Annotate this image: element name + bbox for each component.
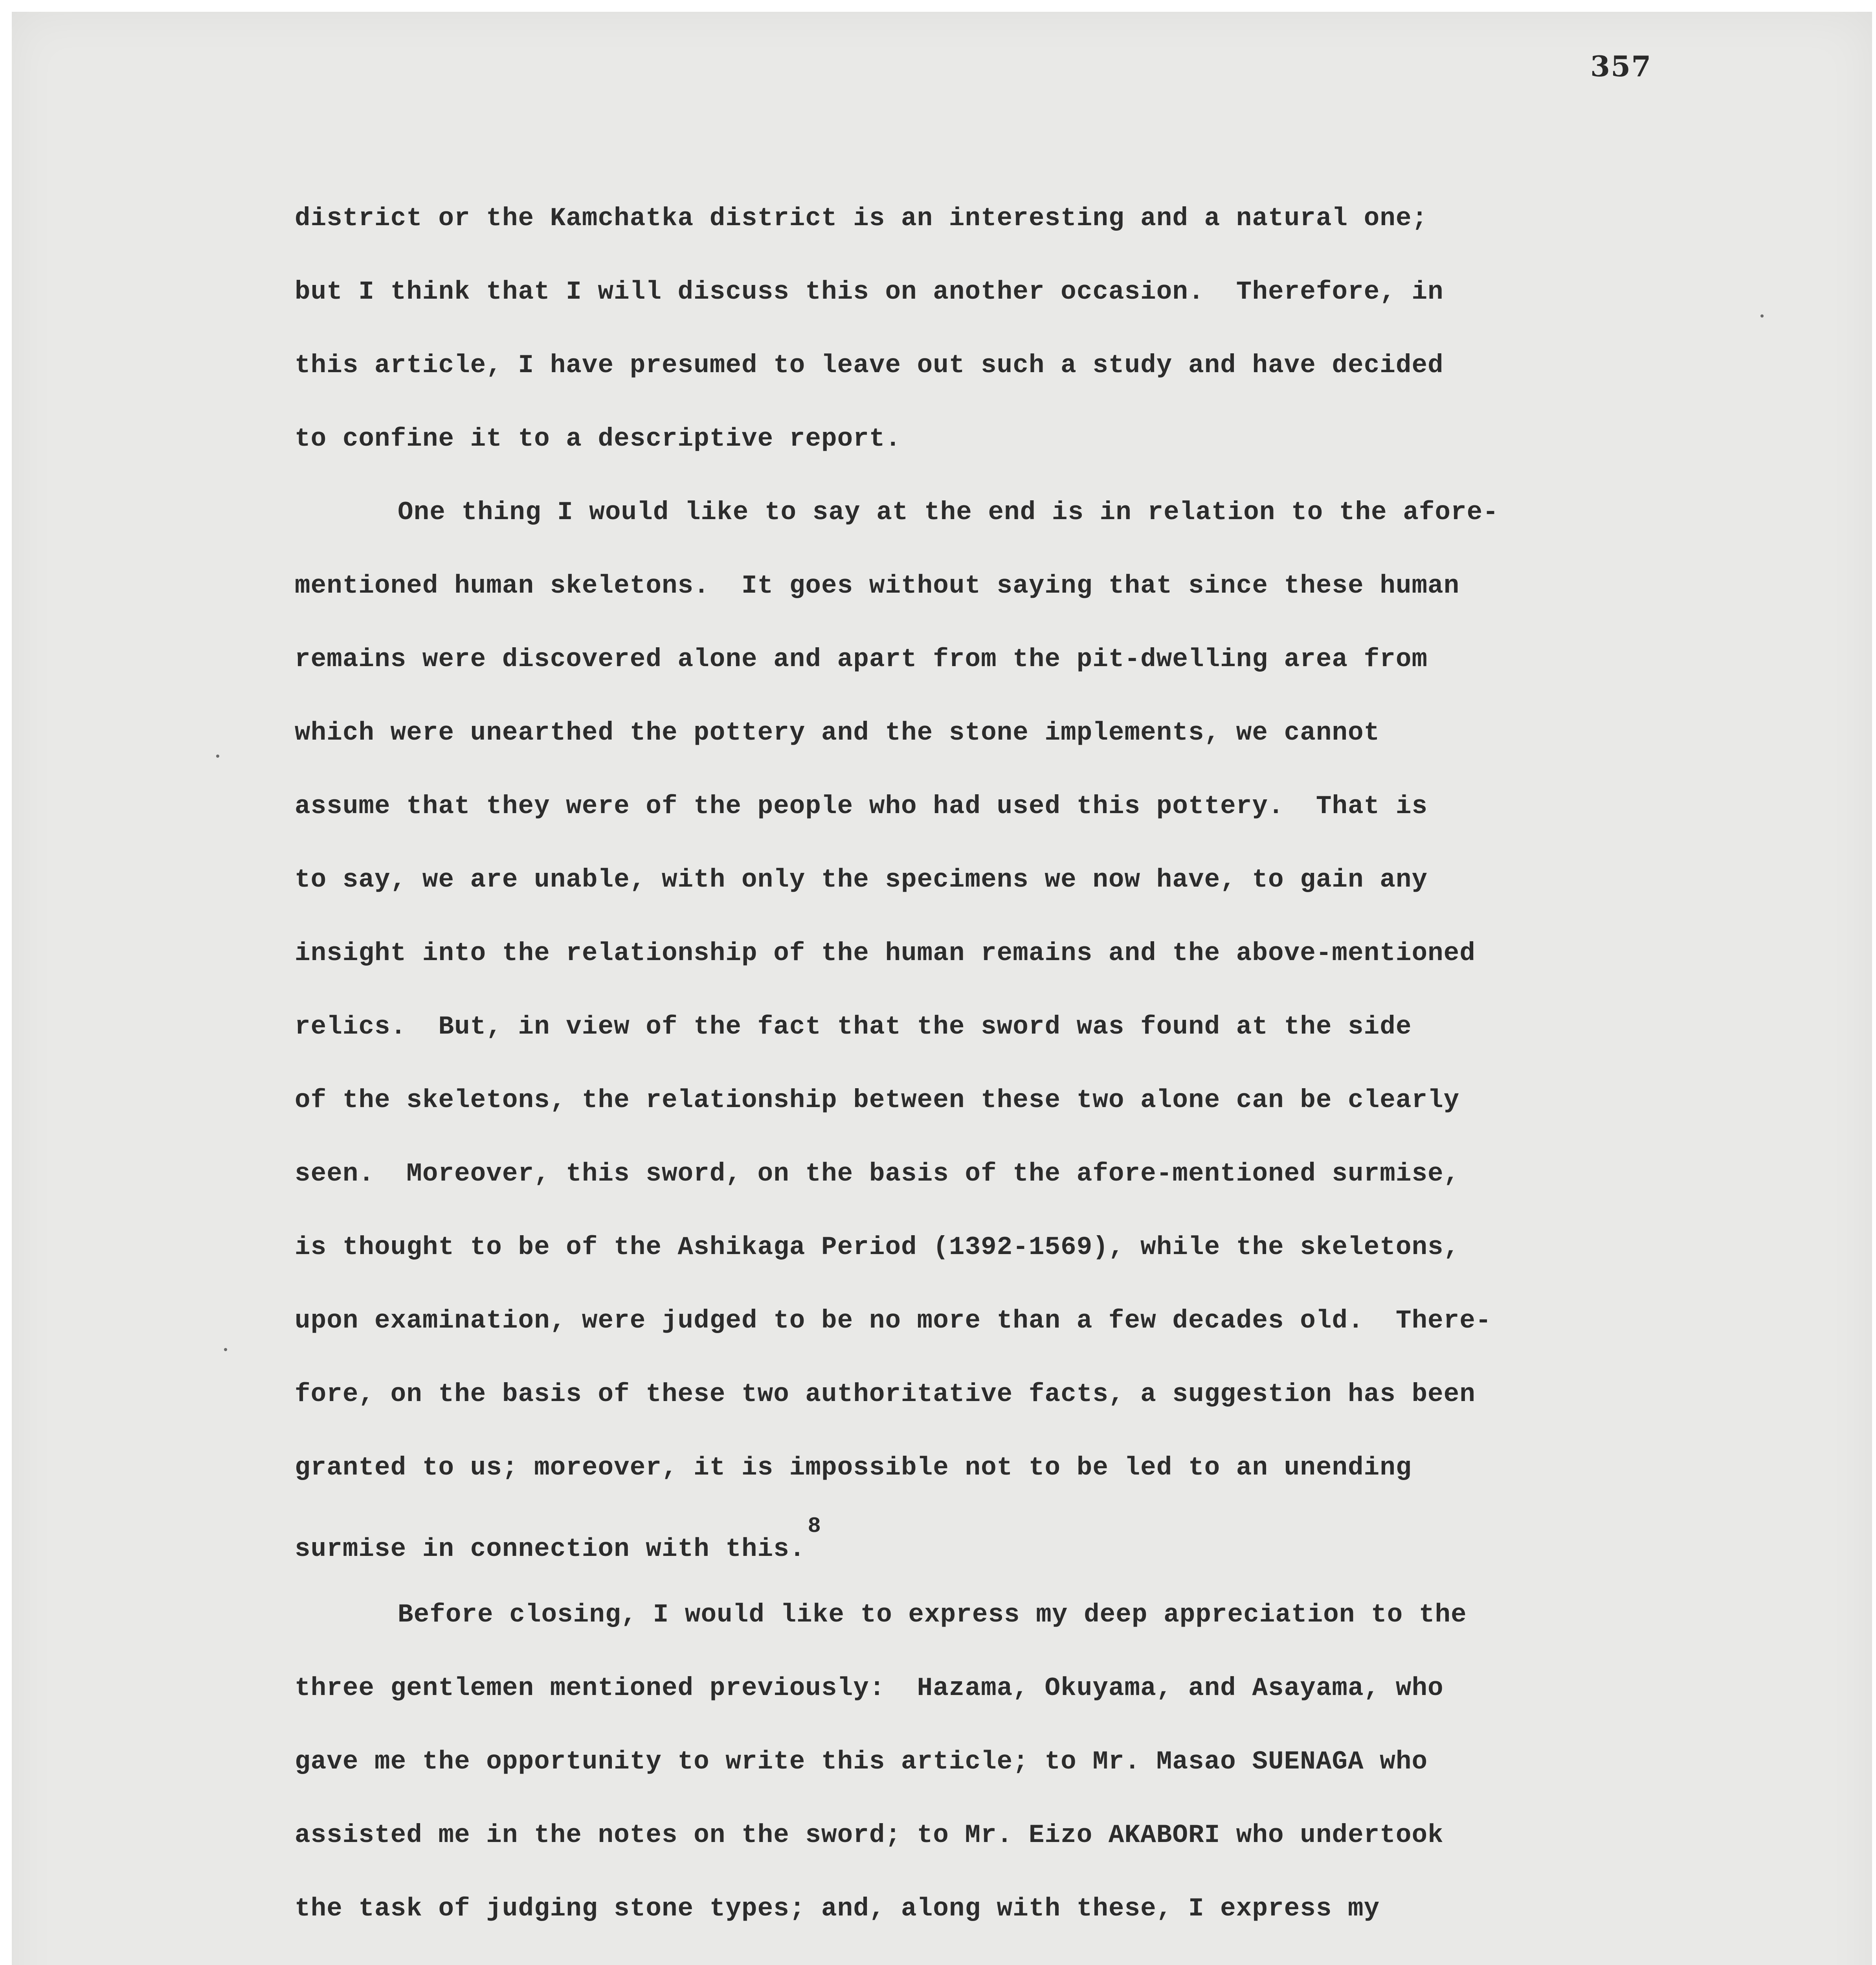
text-line: of the skeletons, the relationship between these two alone can be clearly [295,1085,1460,1115]
scan-speck [224,1348,227,1351]
text-line: remains were discovered alone and apart from the pit-dwelling area from [295,645,1428,674]
text-line: fore, on the basis of these two authoritative facts, a suggestion has been [295,1379,1476,1409]
text-line: assume that they were of the people who had used this pottery. That is [295,792,1428,821]
text-line: Before closing, I would like to express my deep appreciation to the [398,1600,1467,1629]
text-line: insight into the relationship of the human remains and the above-mentioned [295,938,1476,968]
scan-speck [216,755,219,758]
page-number: 357 [1590,50,1652,83]
text-line [295,1945,1709,1965]
text-line: district or the Kamchatka district is an interesting and a natural one; [295,204,1428,233]
text-line: mentioned human skeletons. It goes without saying that since these human [295,571,1460,601]
text-line: three gentlemen mentioned previously: Hazama, Okuyama, and Asayama, who [295,1673,1444,1703]
text-line: which were unearthed the pottery and the stone implements, we cannot [295,718,1380,747]
text-line: relics. But, in view of the fact that the sword was found at the side [295,1012,1412,1041]
text-line: to confine it to a descriptive report. [295,424,901,454]
text-line: assisted me in the notes on the sword; to Mr. Eizo AKABORI who undertook [295,1820,1444,1850]
text-line: is thought to be of the Ashikaga Period (1392-1569), while the skeletons, [295,1232,1460,1262]
body-text [295,182,1709,1965]
text-line: to say, we are unable, with only the specimens we now have, to gain any [295,865,1428,894]
scan-speck [1760,314,1764,318]
text-line: seen. Moreover, this sword, on the basis of the afore-mentioned surmise, [295,1159,1460,1188]
text-line: surmise in connection with this. [295,1534,806,1564]
text-line: upon examination, were judged to be no more than a few decades old. There- [295,1306,1492,1335]
text-line: this article, I have presumed to leave out such a study and have decided [295,351,1444,380]
text-line-with-footnote [295,1504,1709,1578]
text-line: gave me the opportunity to write this article; to Mr. Masao SUENAGA who [295,1747,1428,1776]
text-line: but I think that I will discuss this on another occasion. Therefore, in [295,277,1444,307]
paragraph-3 [295,1578,1709,1965]
paragraph-2 [295,476,1709,1578]
paragraph-1 [295,182,1709,476]
footnote-reference: 8 [808,1513,822,1539]
document-page [12,12,1872,1965]
text-line: granted to us; moreover, it is impossible not to be led to an unending [295,1453,1412,1482]
text-line: the task of judging stone types; and, along with these, I express my [295,1894,1380,1923]
text-line: One thing I would like to say at the end is in relation to the afore- [398,498,1499,527]
